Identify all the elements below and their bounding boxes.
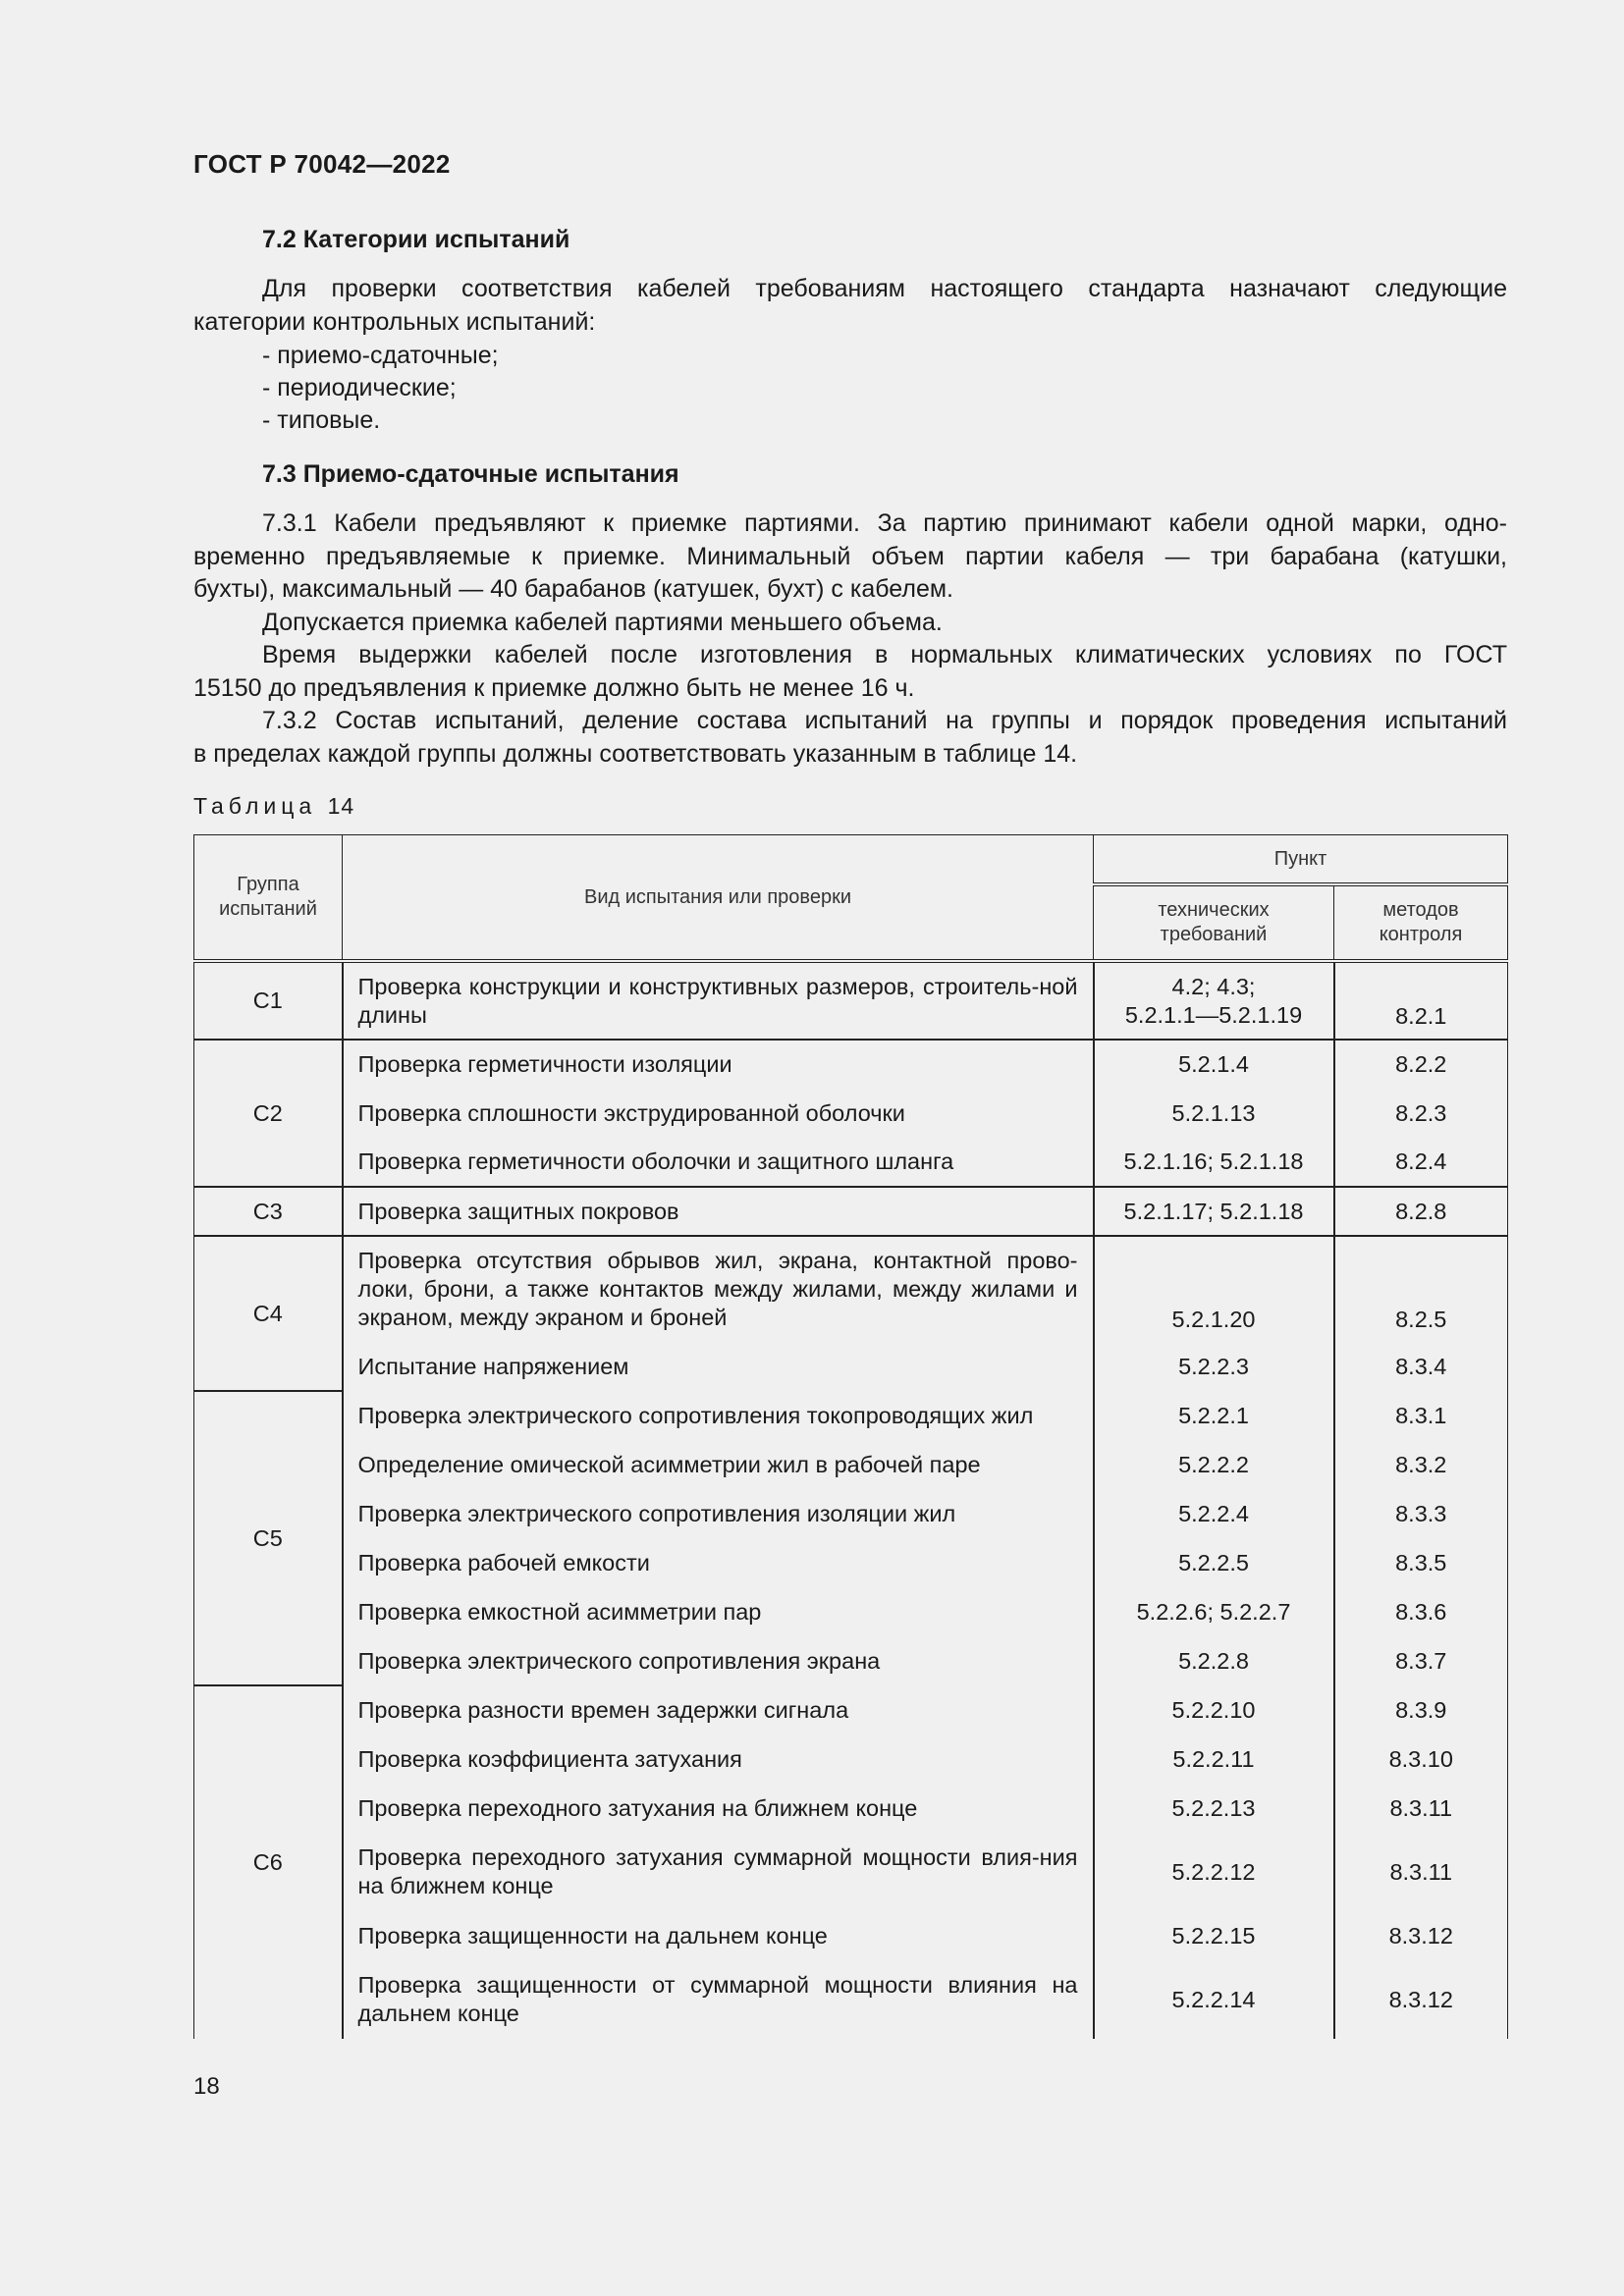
group-cell: С2 [194,1040,343,1187]
method-cell: 8.3.11 [1334,1833,1508,1911]
test-name: Испытание напряжением [343,1342,1094,1391]
page-number: 18 [193,2073,220,2100]
method-cell: 8.2.4 [1334,1138,1508,1187]
table-row [194,1489,1508,1538]
method-cell: 8.3.6 [1334,1587,1508,1636]
tech-cell: 5.2.2.5 [1094,1538,1334,1587]
tech-cell [1094,961,1334,1040]
test-name: Проверка конструкции и конструктивных размеров, строитель-ной длины [343,961,1094,1040]
table-caption-number: 14 [327,793,355,819]
section-7-2-intro [193,273,1507,339]
method-cell: 8.3.4 [1334,1342,1508,1391]
list-item: - периодические; [262,374,457,401]
test-name: Проверка коэффициента затухания [343,1735,1094,1784]
test-name: Проверка защищенности на дальнем конце [343,1911,1094,1960]
method-cell: 8.2.5 [1334,1236,1508,1342]
test-name: Проверка отсутствия обрывов жил, экрана, контактной прово-локи, брони, а также контактов между жилами, между жилами и экраном, между экраном и броней [343,1236,1094,1342]
method-cell: 8.3.7 [1334,1636,1508,1685]
tech-cell: 5.2.2.10 [1094,1685,1334,1735]
test-categories-list [262,340,499,437]
test-name: Определение омической асимметрии жил в рабочей паре [343,1440,1094,1489]
p4-line-2: в пределах каждой группы должны соответствовать указанным в таблице 14. [193,739,1078,768]
method-cell: 8.3.5 [1334,1538,1508,1587]
table-row [194,1538,1508,1587]
header-tech: технических требований [1094,884,1334,961]
p3-line-2: 15150 до предъявления к приемке должно быть не менее 16 ч. [193,673,915,702]
tech-cell: 5.2.2.11 [1094,1735,1334,1784]
method-cell: 8.2.8 [1334,1187,1508,1236]
method-cell: 8.3.11 [1334,1784,1508,1833]
group-cell: С6 [194,1685,343,2039]
p3-line-1: Время выдержки кабелей после изготовления в нормальных климатических условиях по ГОСТ [262,641,1507,668]
tech-cell: 5.2.2.6; 5.2.2.7 [1094,1587,1334,1636]
section-7-2-title: 7.2 Категории испытаний [262,226,570,253]
test-name: Проверка электрического сопротивления экрана [343,1636,1094,1685]
test-name: Проверка рабочей емкости [343,1538,1094,1587]
test-name: Проверка переходного затухания на ближнем конце [343,1784,1094,1833]
p2-line: Допускается приемка кабелей партиями меньшего объема. [262,608,943,636]
tech-cell: 5.2.2.15 [1094,1911,1334,1960]
method-cell: 8.3.10 [1334,1735,1508,1784]
tech-cell: 5.2.2.4 [1094,1489,1334,1538]
table-row [194,1636,1508,1685]
test-name: Проверка электрического сопротивления токопроводящих жил [343,1391,1094,1440]
intro-line-2: категории контрольных испытаний: [193,307,596,336]
table-row [194,1735,1508,1784]
method-cell: 8.3.9 [1334,1685,1508,1735]
method-cell: 8.2.3 [1334,1089,1508,1138]
table-row [194,1138,1508,1187]
method-cell: 8.2.1 [1334,961,1508,1040]
section-7-3-text [193,507,1507,771]
table-row [194,1587,1508,1636]
table-row [194,1784,1508,1833]
table-row [194,1911,1508,1960]
table-row [194,1833,1508,1911]
table-row [194,1391,1508,1440]
tech-cell: 5.2.2.14 [1094,1960,1334,2039]
tech-cell: 5.2.1.4 [1094,1040,1334,1089]
tech-cell: 5.2.2.2 [1094,1440,1334,1489]
p4-line-1: 7.3.2 Состав испытаний, деление состава испытаний на группы и порядок проведения испытаний [262,707,1507,734]
group-cell: С3 [194,1187,343,1236]
table-row [194,1187,1508,1236]
tech-cell: 5.2.1.16; 5.2.1.18 [1094,1138,1334,1187]
tech-cell: 5.2.1.20 [1094,1236,1334,1342]
test-name: Проверка разности времен задержки сигнала [343,1685,1094,1735]
method-cell: 8.3.3 [1334,1489,1508,1538]
test-name: Проверка герметичности оболочки и защитного шланга [343,1138,1094,1187]
table-caption-word: Таблица [193,793,317,819]
header-group: Группа испытаний [194,835,343,962]
method-cell: 8.3.2 [1334,1440,1508,1489]
tech-cell: 5.2.1.17; 5.2.1.18 [1094,1187,1334,1236]
method-cell: 8.3.1 [1334,1391,1508,1440]
p1-line-2: временно предъявляемые к приемке. Минимальный объем партии кабеля — три барабана (катушки, [193,542,1507,570]
document-header: ГОСТ Р 70042—2022 [193,149,451,179]
group-cell: С5 [194,1391,343,1685]
tech-cell: 5.2.2.3 [1094,1342,1334,1391]
header-kind: Вид испытания или проверки [343,835,1094,962]
header-point: Пункт [1094,835,1508,885]
table-row [194,1040,1508,1089]
table-caption [193,793,354,820]
table-row [194,1089,1508,1138]
test-name: Проверка электрического сопротивления изоляции жил [343,1489,1094,1538]
table-row [194,1960,1508,2039]
test-name: Проверка герметичности изоляции [343,1040,1094,1089]
tech-cell: 5.2.2.12 [1094,1833,1334,1911]
tech-cell: 5.2.2.8 [1094,1636,1334,1685]
method-cell: 8.2.2 [1334,1040,1508,1089]
p1-line-3: бухты), максимальный — 40 барабанов (катушек, бухт) с кабелем. [193,575,953,603]
list-item: - типовые. [262,406,381,434]
group-cell: С1 [194,961,343,1040]
table-row [194,1440,1508,1489]
tech-cell: 5.2.2.1 [1094,1391,1334,1440]
tech-value: 5.2.1.1—5.2.1.19 [1124,1001,1303,1028]
table-row [194,1342,1508,1391]
test-name: Проверка емкостной асимметрии пар [343,1587,1094,1636]
table-row [194,1685,1508,1735]
tech-value: 4.2; 4.3; [1171,973,1256,999]
list-item: - приемо-сдаточные; [262,342,499,369]
group-cell: С4 [194,1236,343,1391]
test-name: Проверка защитных покровов [343,1187,1094,1236]
tech-cell: 5.2.1.13 [1094,1089,1334,1138]
tests-table [193,834,1508,2039]
header-method: методов контроля [1334,884,1508,961]
table-row [194,961,1508,1040]
table-row [194,1236,1508,1342]
test-name: Проверка защищенности от суммарной мощности влияния на дальнем конце [343,1960,1094,2039]
intro-line-1: Для проверки соответствия кабелей требованиям настоящего стандарта назначают следующие [262,275,1507,302]
tech-cell: 5.2.2.13 [1094,1784,1334,1833]
p1-line-1: 7.3.1 Кабели предъявляют к приемке партиями. За партию принимают кабели одной марки, одно- [262,509,1507,537]
section-7-3-title: 7.3 Приемо-сдаточные испытания [262,460,679,488]
test-name: Проверка сплошности экструдированной оболочки [343,1089,1094,1138]
method-cell: 8.3.12 [1334,1960,1508,2039]
test-name: Проверка переходного затухания суммарной мощности влия-ния на ближнем конце [343,1833,1094,1911]
method-cell: 8.3.12 [1334,1911,1508,1960]
